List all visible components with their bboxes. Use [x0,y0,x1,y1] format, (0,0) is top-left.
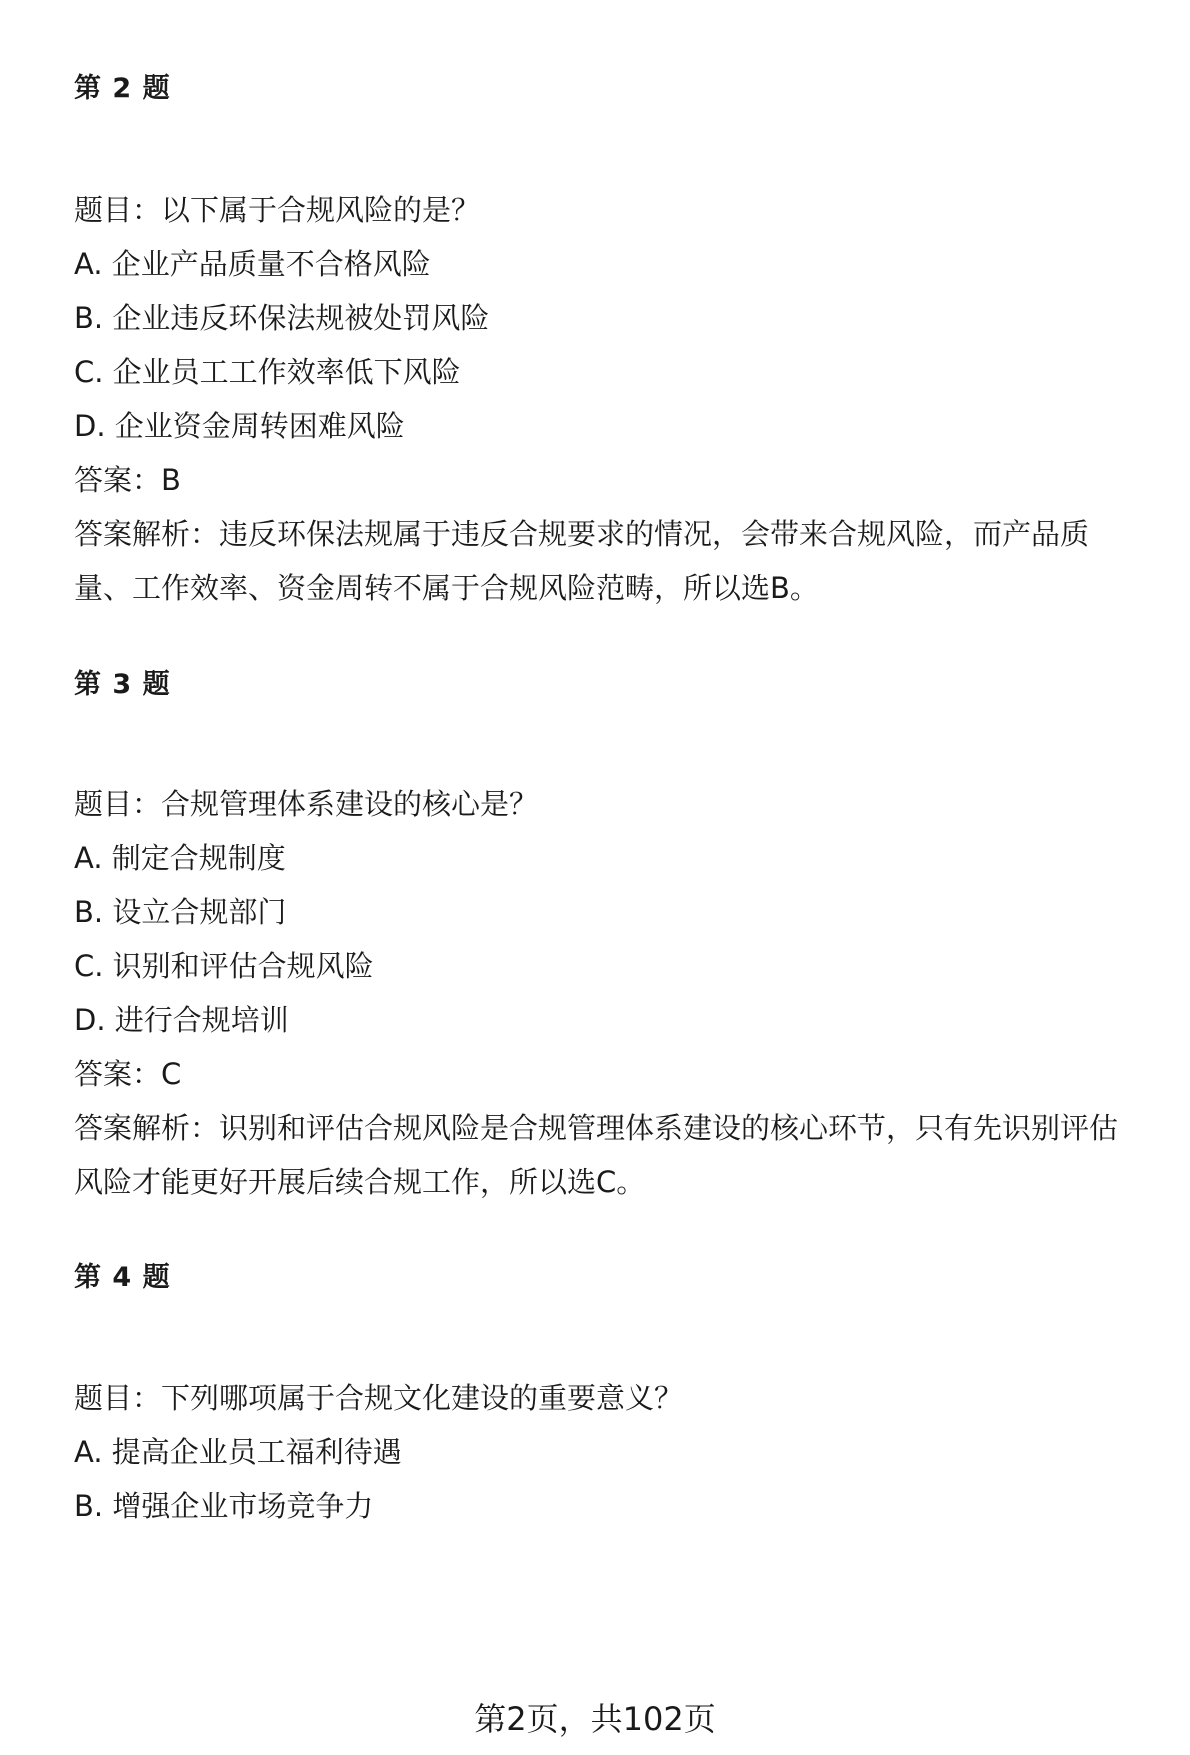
option-a: A. 提高企业员工福利待遇 [74,1435,402,1469]
page-number-footer: 第2页，共102页 [474,1700,716,1738]
question-stem: 题目：合规管理体系建设的核心是？ [74,787,539,821]
question-stem: 题目：以下属于合规风险的是？ [74,193,481,227]
question-heading: 第 3 题 [74,669,171,700]
explanation-line: 答案解析：违反环保法规属于违反合规要求的情况，会带来合规风险，而产品质 [74,517,1090,551]
explanation-line: 答案解析：识别和评估合规风险是合规管理体系建设的核心环节，只有先识别评估 [74,1111,1119,1145]
answer: 答案：B [74,463,181,497]
option-a: A. 制定合规制度 [74,841,286,875]
option-c: C. 企业员工工作效率低下风险 [74,355,461,389]
option-b: B. 设立合规部门 [74,895,287,929]
question-heading: 第 2 题 [74,73,171,104]
explanation-line: 风险才能更好开展后续合规工作，所以选C。 [74,1165,646,1199]
option-c: C. 识别和评估合规风险 [74,949,374,983]
option-d: D. 企业资金周转困难风险 [74,409,405,443]
question-stem: 题目：下列哪项属于合规文化建设的重要意义？ [74,1381,684,1415]
option-b: B. 企业违反环保法规被处罚风险 [74,301,490,335]
explanation-line: 量、工作效率、资金周转不属于合规风险范畴，所以选B。 [74,571,819,605]
option-b: B. 增强企业市场竞争力 [74,1489,374,1523]
option-d: D. 进行合规培训 [74,1003,289,1037]
question-heading: 第 4 题 [74,1262,171,1293]
answer: 答案：C [74,1057,182,1091]
option-a: A. 企业产品质量不合格风险 [74,247,431,281]
